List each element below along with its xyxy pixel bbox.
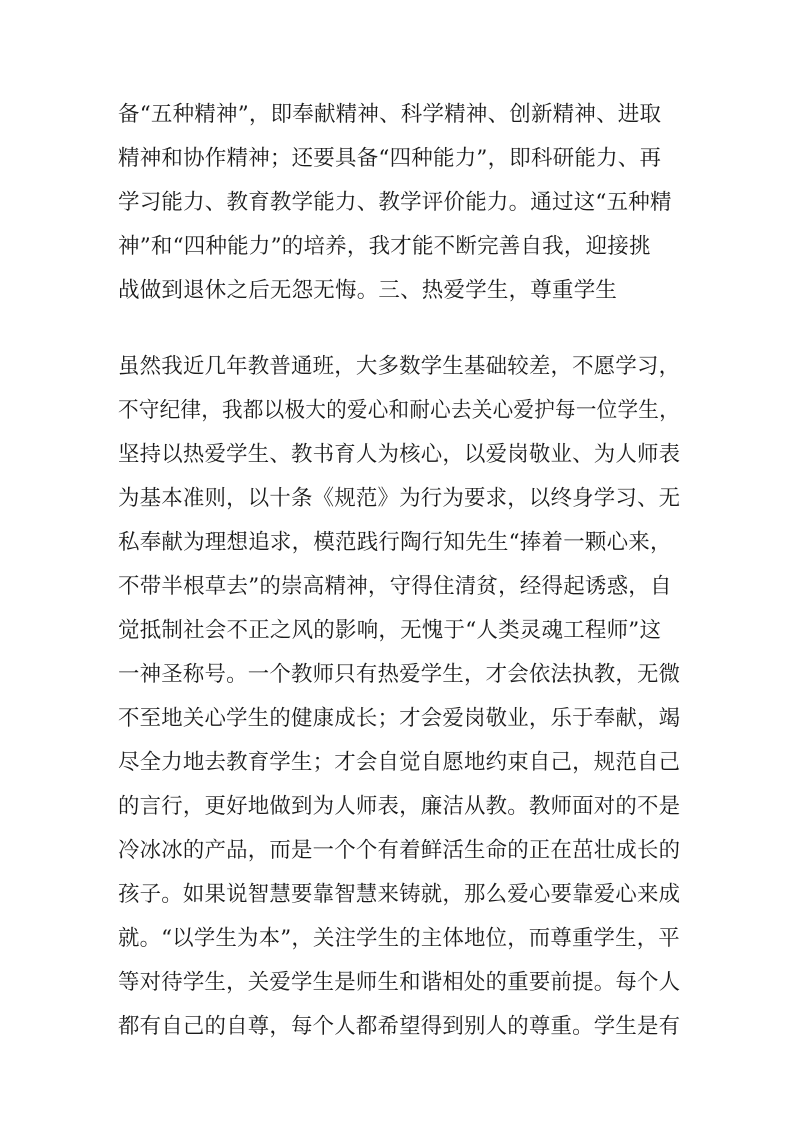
text-line: 不带半根草去”的崇高精神，守得住清贫，经得起诱惑，自 xyxy=(118,574,672,599)
text-line: 就。“以学生为本”，关注学生的主体地位，而尊重学生，平 xyxy=(118,926,680,951)
text-line: 私奉献为理想追求，模范践行陶行知先生“捧着一颗心来， xyxy=(118,530,672,555)
text-line: 冷冰冰的产品，而是一个个有着鲜活生命的正在茁壮成长的 xyxy=(118,838,681,863)
text-line: 等对待学生，关爱学生是师生和谐相处的重要前提。每个人 xyxy=(118,970,681,995)
text-line: 不至地关心学生的健康成长；才会爱岗敬业，乐于奉献，竭 xyxy=(118,706,681,731)
text-line: 为基本准则，以十条《规范》为行为要求，以终身学习、无 xyxy=(118,486,681,511)
text-line: 神”和“四种能力”的培养，我才能不断完善自我，迎接挑 xyxy=(118,234,651,259)
text-line: 不守纪律，我都以极大的爱心和耐心去关心爱护每一位学生， xyxy=(118,398,680,423)
text-line: 觉抵制社会不正之风的影响，无愧于“人类灵魂工程师”这 xyxy=(118,618,662,643)
text-line: 精神和协作精神；还要具备“四种能力”，即科研能力、再 xyxy=(118,146,662,171)
text-line: 尽全力地去教育学生；才会自觉自愿地约束自己，规范自己 xyxy=(118,750,681,775)
text-line: 的言行，更好地做到为人师表，廉洁从教。教师面对的不是 xyxy=(118,794,681,819)
text-line: 虽然我近几年教普通班，大多数学生基础较差，不愿学习， xyxy=(118,354,681,379)
text-line: 备“五种精神”，即奉献精神、科学精神、创新精神、进取 xyxy=(118,102,662,127)
text-line: 孩子。如果说智慧要靠智慧来铸就，那么爱心要靠爱心来成 xyxy=(118,882,681,907)
text-line: 战做到退休之后无怨无悔。三、热爱学生，尊重学生 xyxy=(118,278,618,303)
text-line: 学习能力、教育教学能力、教学评价能力。通过这“五种精 xyxy=(118,190,672,215)
text-line: 都有自己的自尊，每个人都希望得到别人的尊重。学生是有 xyxy=(118,1014,681,1039)
text-line: 一神圣称号。一个教师只有热爱学生，才会依法执教，无微 xyxy=(118,662,681,687)
text-line: 坚持以热爱学生、教书育人为核心，以爱岗敬业、为人师表 xyxy=(118,442,681,467)
